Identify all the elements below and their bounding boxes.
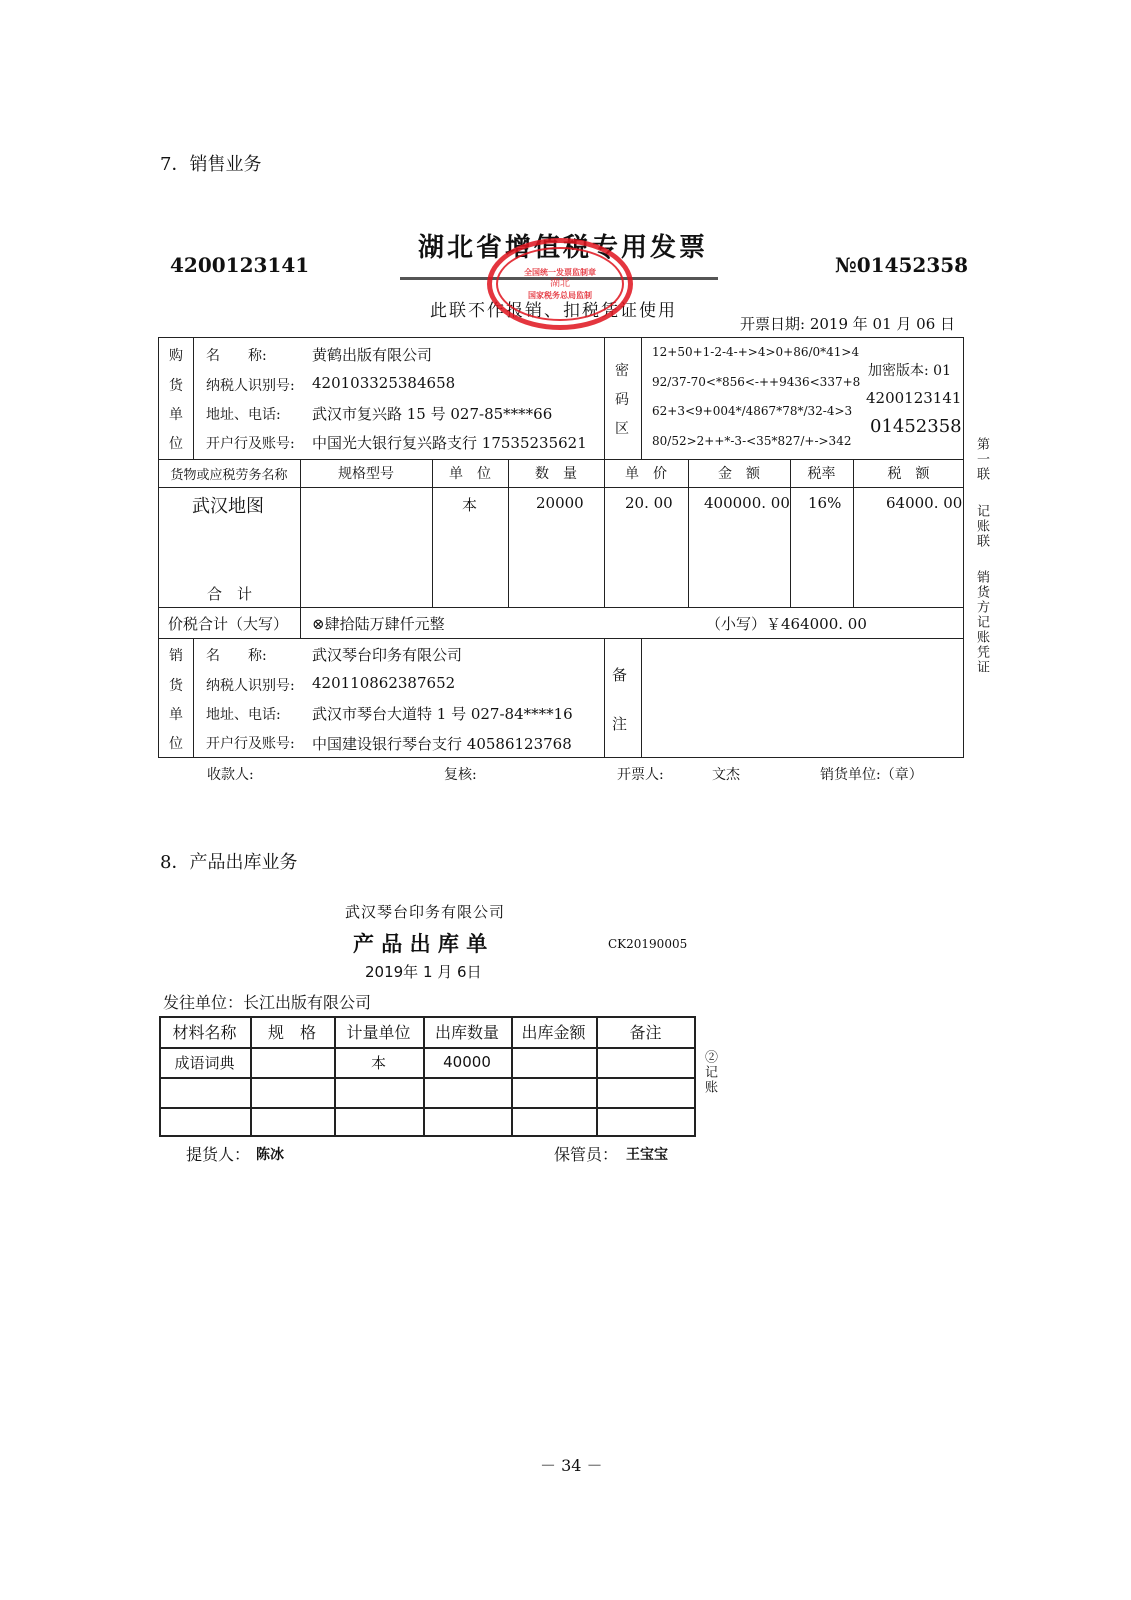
seller-taxid: 420110862387652 [312,674,456,692]
buyer-side-label-3: 单 [169,407,183,423]
col-rate: 税率 [807,466,836,482]
buyer-address-label: 地址、电话: [206,407,281,423]
invoice-supervision-stamp [487,238,633,330]
outbound-table-cell [511,1107,596,1136]
item-tax: 64000. 00 [886,494,963,512]
invoice-code: 4200123141 [170,253,310,277]
buyer-name: 黄鹤出版有限公司 [312,346,433,364]
stamp-bottom-text: 国家税务总局监制 [528,290,592,300]
cipher-line: 62+3<9+004*/4867*78*/32-4>3 [652,404,853,418]
seller-name: 武汉琴台印务有限公司 [312,646,463,664]
keeper-label: 保管员： [554,1145,619,1164]
outbound-table-cell [511,1077,596,1107]
buyer-name-label: 名 称: [206,348,267,364]
col-spec: 规格型号 [338,466,394,482]
outbound-table-cell [423,1077,511,1107]
drawer-name: 文杰 [712,767,740,783]
seller-side-label-1: 销 [169,648,183,664]
outbound-table-cell: 成语词典 [174,1053,235,1072]
buyer-taxid: 420103325384658 [312,374,456,392]
outbound-table-cell [423,1107,511,1136]
copy-purpose-note: 销货方记账凭证 [974,570,989,675]
seller-name-label: 名 称: [206,648,267,664]
subtotal-label: 合 计 [207,585,253,603]
seller-seal-label: 销货单位:（章） [820,767,923,783]
seller-address: 武汉市琴台大道特 1 号 027-84****16 [312,705,573,723]
cipher-line: 92/37-70<*856<-++9436<337+8 [652,375,861,389]
invoice-subtitle: 此联不作报销、扣税凭证使用 [430,301,677,321]
outbound-column-header: 计量单位 [346,1023,411,1042]
section-7-heading: 7．销售业务 [160,154,262,175]
col-tax: 税 额 [887,466,930,482]
item-amount: 400000. 00 [704,494,790,512]
col-qty: 数 量 [535,466,577,482]
total-upper: ⊗肆拾陆万肆仟元整 [312,615,445,633]
buyer-side-label-2: 货 [169,378,183,394]
cipher-invoice-code: 4200123141 [866,389,962,407]
outbound-column-header: 规 格 [267,1023,316,1042]
outbound-table-cell [250,1107,334,1136]
copy-type-note: 记账联 [974,504,989,549]
outbound-column-header: 材料名称 [172,1023,237,1042]
outbound-table-cell [596,1077,695,1107]
seller-side-label-4: 位 [169,736,183,752]
item-unit: 本 [462,496,478,514]
outbound-table-cell [334,1077,423,1107]
outbound-table-cell [159,1107,250,1136]
cipher-label-2: 码 [615,392,629,408]
col-amount: 金 额 [718,466,760,482]
stamp-top-text: 全国统一发票监制章 [524,267,596,277]
outbound-table-cell [250,1047,334,1077]
cipher-invoice-number: 01452358 [870,416,962,437]
outbound-table-cell [511,1047,596,1077]
section-8-heading: 8．产品出库业务 [160,852,298,873]
col-goods-name: 货物或应税劳务名称 [170,467,288,483]
total-lower: （小写）￥464000. 00 [706,615,867,633]
keeper-name: 王宝宝 [626,1147,668,1163]
seller-bank: 中国建设银行琴台支行 40586123768 [312,735,572,753]
encryption-version: 加密版本: 01 [868,363,951,379]
outbound-table-cell [596,1047,695,1077]
buyer-bank-label: 开户行及账号: [206,436,295,452]
seller-address-label: 地址、电话: [206,707,281,723]
cipher-line: 80/52>2++*-3-<35*827/+->342 [652,434,852,448]
copy-number-note: 第一联 [974,437,989,482]
picker-label: 提货人： [186,1145,251,1164]
cipher-label-1: 密 [615,363,629,379]
outbound-destination: 发往单位：长江出版有限公司 [163,993,372,1012]
item-rate: 16% [808,494,842,512]
outbound-table-cell [334,1107,423,1136]
outbound-company: 武汉琴台印务有限公司 [345,903,506,921]
outbound-table-cell [159,1077,250,1107]
buyer-taxid-label: 纳税人识别号: [206,378,295,394]
outbound-column-header: 备注 [629,1023,662,1042]
drawer-label: 开票人: [617,767,664,783]
cipher-label-3: 区 [615,421,629,437]
payee-label: 收款人: [207,767,254,783]
picker-name: 陈冰 [256,1147,284,1163]
outbound-table-cell: 40000 [443,1053,491,1071]
remark-label-1: 备 [612,666,628,684]
outbound-table-cell [250,1077,334,1107]
buyer-bank: 中国光大银行复兴路支行 17535235621 [312,434,587,452]
outbound-copy-note: ②记账 [702,1050,717,1095]
invoice-date: 开票日期: 2019 年 01 月 06 日 [740,315,956,333]
stamp-middle-text: 湖北 [550,278,570,289]
item-name: 武汉地图 [192,496,264,517]
buyer-side-label-4: 位 [169,436,183,452]
outbound-table-cell: 本 [370,1053,386,1072]
outbound-number: CK20190005 [608,937,688,951]
item-price: 20. 00 [625,494,673,512]
seller-side-label-3: 单 [169,707,183,723]
seller-side-label-2: 货 [169,678,183,694]
cipher-line: 12+50+1-2-4-+>4>0+86/0*41>4 [652,345,860,359]
seller-bank-label: 开户行及账号: [206,736,295,752]
outbound-date: 2019年 1 月 6日 [365,963,482,981]
outbound-column-header: 出库金额 [521,1023,586,1042]
seller-taxid-label: 纳税人识别号: [206,678,295,694]
buyer-side-label-1: 购 [169,348,183,364]
outbound-title: 产 品 出 库 单 [353,932,488,956]
invoice-title: 湖北省增值税专用发票 [418,233,709,263]
col-price: 单 价 [625,466,667,482]
item-qty: 20000 [536,494,584,512]
outbound-column-header: 出库数量 [434,1023,499,1042]
col-unit: 单 位 [449,466,491,482]
buyer-address: 武汉市复兴路 15 号 027-85****66 [312,405,553,423]
page-number: － 34 － [540,1456,603,1475]
total-label: 价税合计（大写） [168,615,289,633]
remark-label-2: 注 [612,715,628,733]
reviewer-label: 复核: [444,767,477,783]
outbound-table-cell [596,1107,695,1136]
invoice-number: №01452358 [835,253,969,277]
